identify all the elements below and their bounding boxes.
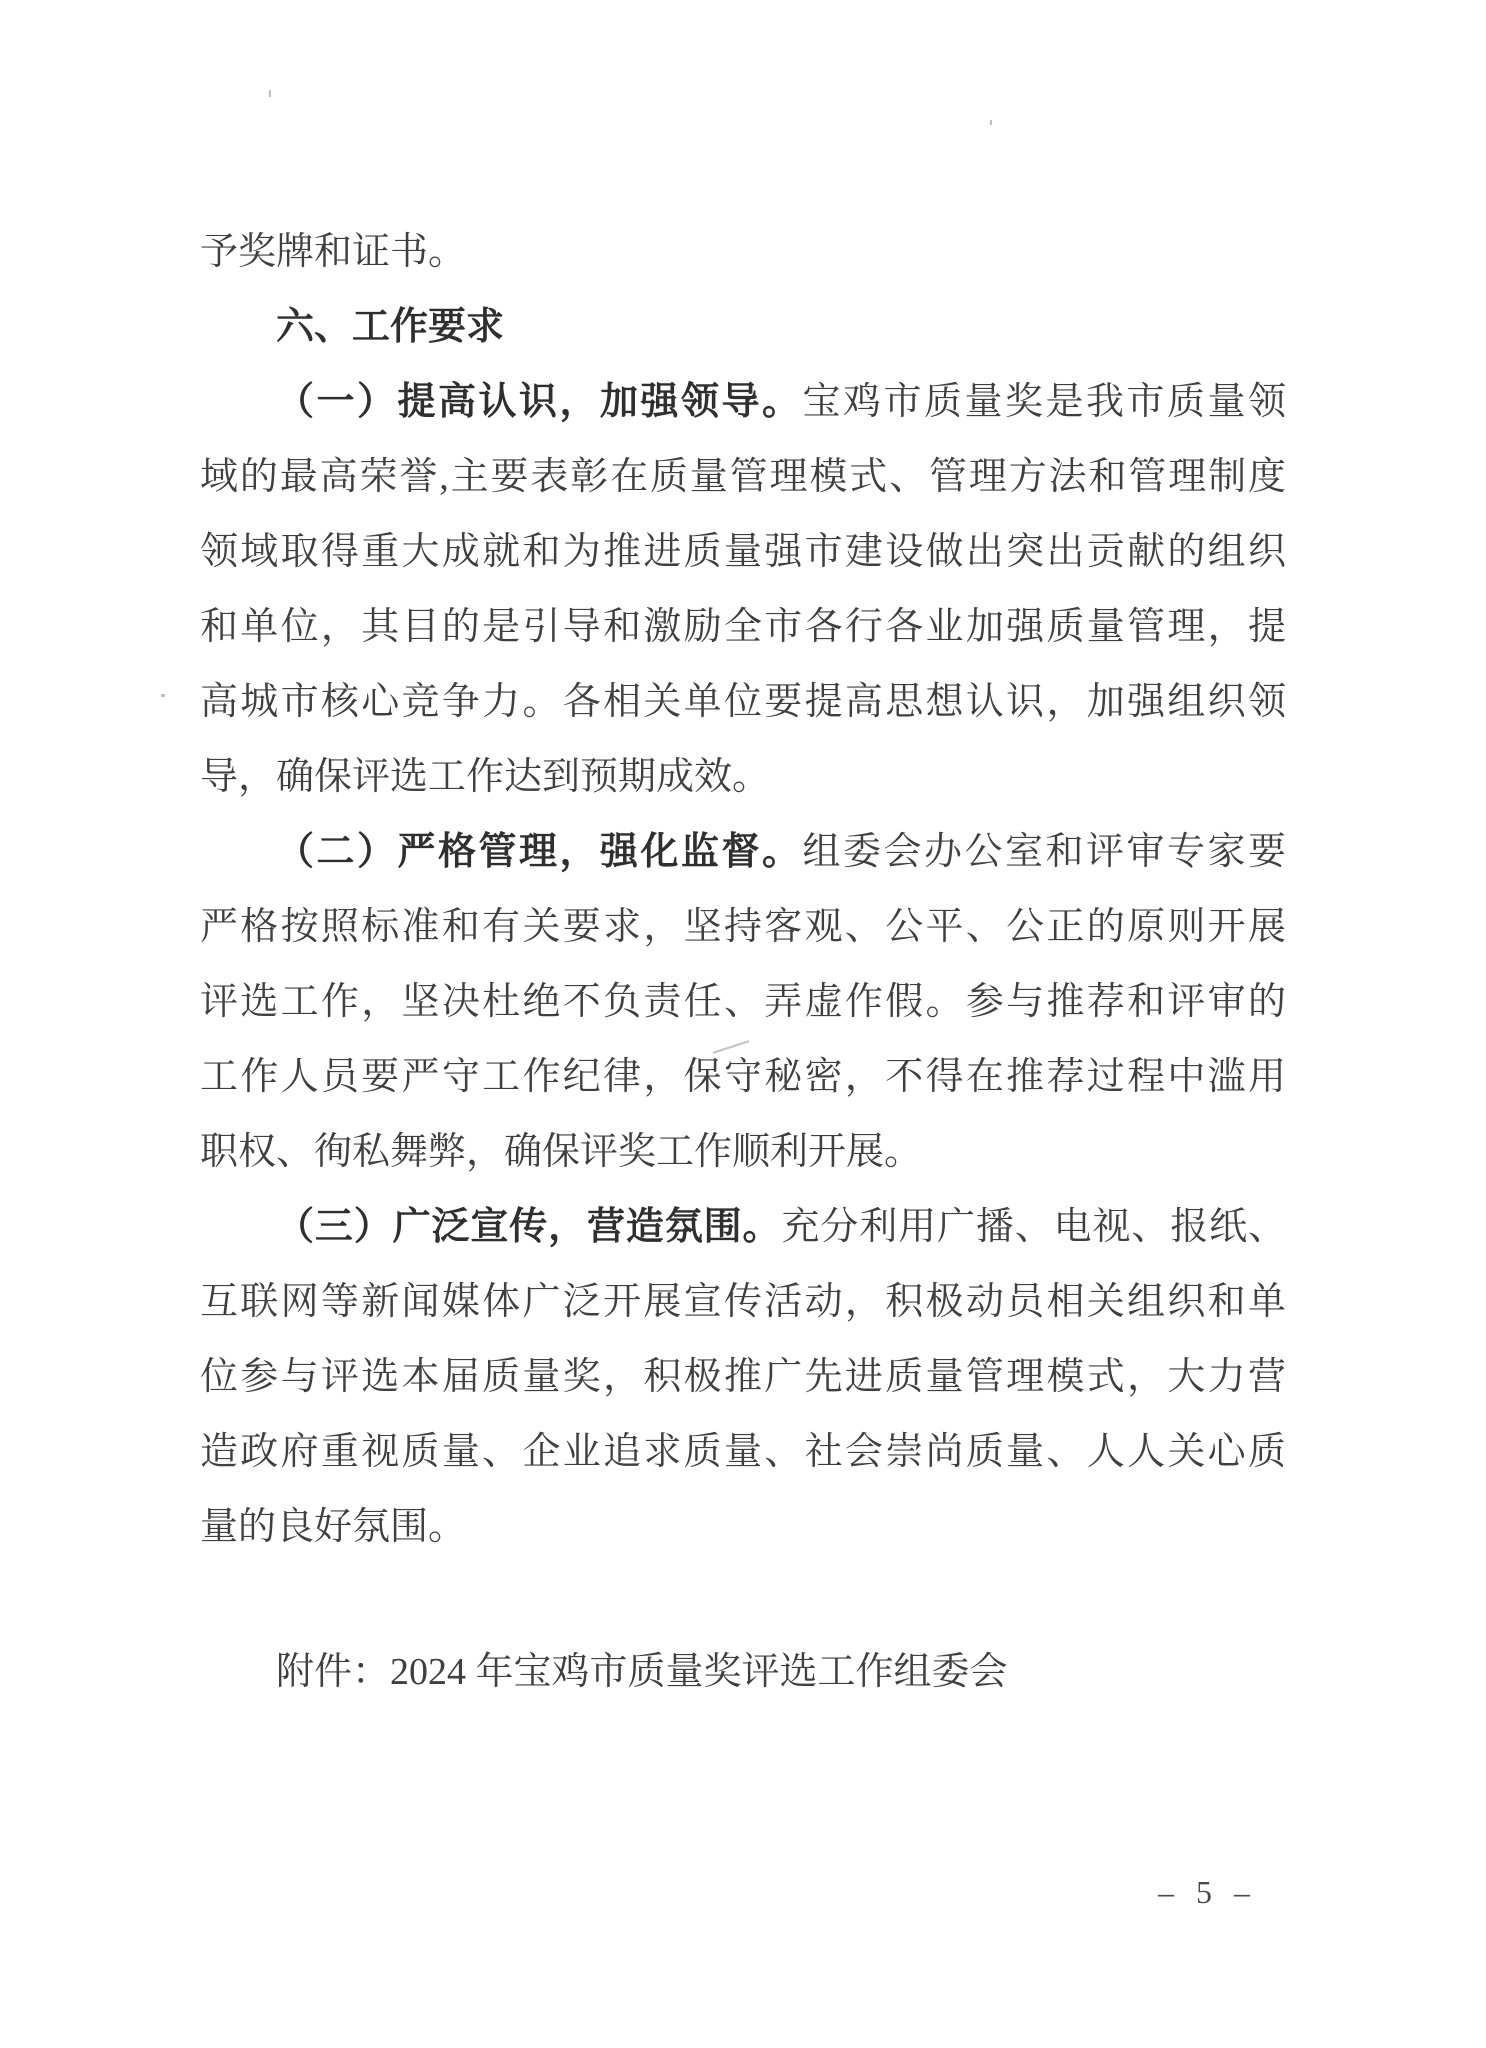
body-text [200, 215, 1286, 1710]
body-line-text: 充分利用广播、电视、报纸、 [781, 1206, 1286, 1248]
body-line-text: 组委会办公室和评审专家要 [802, 831, 1286, 873]
attachment-line: 附件：2024 年宝鸡市质量奖评选工作组委会 [276, 1651, 1008, 1693]
page-number: – 5 – [1158, 1874, 1257, 1910]
body-line: 和单位，其目的是引导和激励全市各行各业加强质量管理，提 [200, 606, 1286, 648]
body-line [200, 815, 1286, 890]
body-line: 域的最高荣誉,主要表彰在质量管理模式、管理方法和管理制度 [200, 456, 1286, 498]
body-line: 位参与评选本届质量奖，积极推广先进质量管理模式，大力营 [200, 1356, 1286, 1398]
body-line-text: 宝鸡市质量奖是我市质量领 [802, 381, 1286, 423]
paragraph-lead: （三）广泛宣传，营造氛围。 [276, 1206, 782, 1248]
body-line: 领域取得重大成就和为推进质量强市建设做出突出贡献的组织 [200, 531, 1286, 573]
paragraph-lead: （二）严格管理，强化监督。 [276, 831, 803, 873]
body-line: 导，确保评选工作达到预期成效。 [200, 756, 771, 798]
scan-speck [269, 90, 271, 97]
paragraph-lead: （一）提高认识，加强领导。 [276, 381, 803, 423]
body-line: 量的良好氛围。 [200, 1506, 467, 1548]
body-line [200, 1190, 1286, 1265]
body-line: 评选工作，坚决杜绝不负责任、弄虚作假。参与推荐和评审的 [200, 981, 1286, 1023]
continuation-line: 予奖牌和证书。 [200, 231, 467, 273]
body-line: 职权、徇私舞弊，确保评奖工作顺利开展。 [200, 1131, 923, 1173]
body-line: 造政府重视质量、企业追求质量、社会崇尚质量、人人关心质 [200, 1431, 1286, 1473]
body-line: 高城市核心竞争力。各相关单位要提高思想认识，加强组织领 [200, 681, 1286, 723]
body-line [200, 365, 1286, 440]
body-line: 严格按照标准和有关要求，坚持客观、公平、公正的原则开展 [200, 906, 1286, 948]
scan-speck [161, 694, 165, 697]
body-line: 工作人员要严守工作纪律，保守秘密，不得在推荐过程中滥用 [200, 1056, 1286, 1098]
body-line: 互联网等新闻媒体广泛开展宣传活动，积极动员相关组织和单 [200, 1281, 1286, 1323]
section-heading: 六、工作要求 [276, 306, 505, 348]
scan-speck [990, 120, 992, 125]
